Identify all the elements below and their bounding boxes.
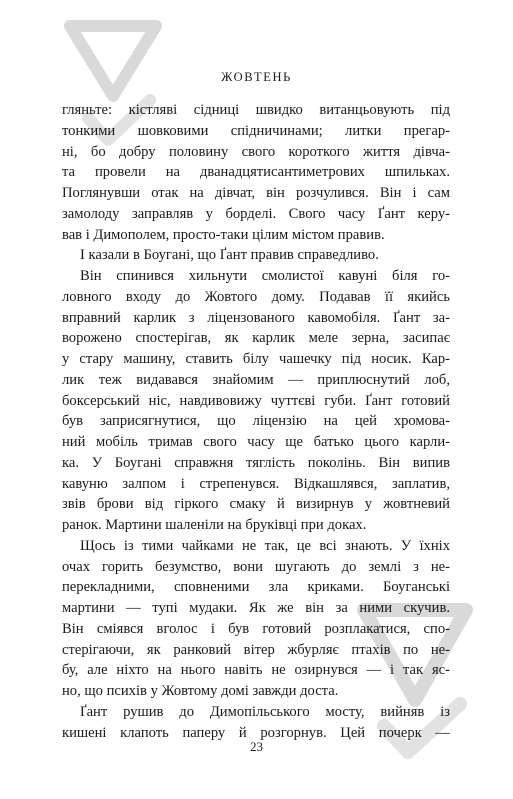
text-line: но, що психів у Жовтому домі завжди доста. [62, 683, 339, 699]
text-line: ранок. Мартини шаленіли на бруківці при доках. [62, 517, 367, 533]
text-line: І казали в Боугані, що Ґант правив справедливо. [80, 247, 379, 264]
text-line: був заприсягнутися, що ліцензію на цей хромова- [62, 413, 450, 430]
text-line: замолоду заправляв у борделі. Свого часу Ґант керу- [62, 205, 450, 222]
text-line: гляньте: кістляві сідниці швидко витанцьовують під [62, 102, 450, 118]
text-line: Поглянувши отак на дівчат, він розчулився. Він і сам [62, 185, 450, 201]
text-line: ловного входу до Жовтого дому. Подавав її якийсь [62, 288, 450, 305]
text-line: ний мобіль тримав свого часу ще батько цього карли- [62, 434, 450, 450]
text-line: ні, бо добру половину свого короткого життя дівча- [62, 143, 450, 160]
text-line: очах горить безумство, вони шугають до землі з не- [62, 558, 450, 575]
text-line: перекладними, сповненими зла криками. Боуганські [62, 579, 450, 596]
body-text [62, 100, 450, 743]
text-line: кишені клапоть паперу й розгорнув. Цей почерк — [62, 724, 450, 741]
text-line: мартини — тупі мудаки. Як же він за ними скучив. [62, 600, 450, 616]
text-line: вав і Димополем, просто-таки цілим містом правив. [62, 226, 385, 243]
page-number: 23 [250, 739, 263, 754]
text-line: Ґант рушив до Димопільського мосту, вийняв із [80, 703, 450, 720]
text-line: звів брови від гіркого смаку й визирнув у жовтневий [62, 496, 450, 513]
text-line: Він спинився хильнути смолистої кавуні біля го- [80, 268, 450, 284]
text-line: у стару машину, ставить білу чашечку під носик. Кар- [62, 351, 450, 367]
text-line: стерігаючи, як ранковий вітер жбурляє птахів по не- [62, 641, 450, 658]
text-line: боксерський ніс, навдивовижу чуттєві губи. Ґант готовий [62, 392, 450, 409]
text-line: вправний карлик з ліцензованого кавомобіля. Ґант за- [62, 309, 450, 326]
text-line: бу, але ніхто на нього навіть не озирнувся — і так яс- [62, 662, 450, 679]
text-line: лик теж видавався знайомим — приплюснутий лоб, [62, 371, 450, 388]
text-line: Він сміявся вголос і був готовий розплакатися, спо- [62, 620, 450, 637]
text-line: ворожено спостерігав, як карлик меле зерна, засипає [62, 330, 450, 347]
text-line: тонкими шовковими спідничинами; литки прегар- [62, 122, 450, 139]
text-line: Щось із тими чайками не так, це всі знають. У їхніх [80, 537, 450, 554]
text-line: кавуню залпом і стрепенувся. Відкашлявся, заплатив, [62, 475, 450, 492]
running-head: ЖОВТЕНЬ [221, 70, 292, 84]
text-line: та провели на дванадцятисантиметрових шпильках. [62, 164, 450, 181]
text-line: ка. У Боугані справжня тяглість поколінь. Він випив [62, 454, 450, 471]
